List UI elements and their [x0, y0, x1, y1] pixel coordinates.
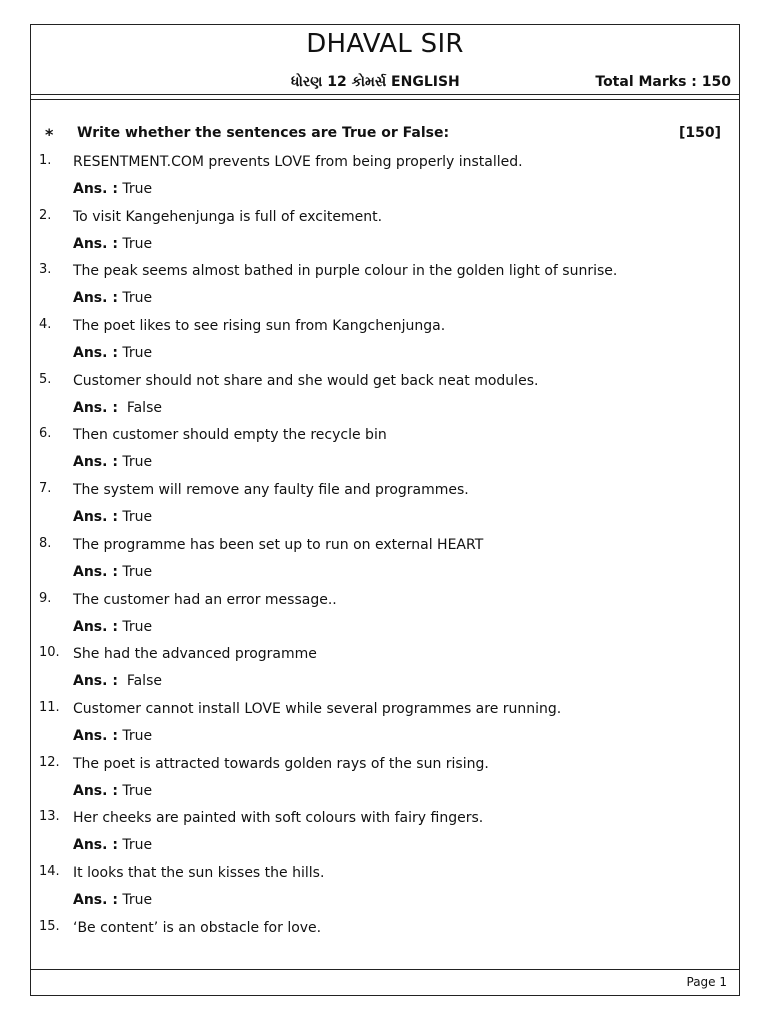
question-item — [31, 809, 739, 864]
question-number: 11. — [39, 699, 60, 715]
question-text: Her cheeks are painted with soft colours with fairy fingers. — [73, 810, 484, 827]
question-text: The peak seems almost bathed in purple colour in the golden light of sunrise. — [73, 263, 618, 280]
question-number: 4. — [39, 317, 52, 333]
answer-row — [73, 181, 152, 197]
answer-label: Ans. : — [73, 509, 118, 526]
answer-value: True — [117, 837, 153, 854]
question-list — [31, 153, 739, 973]
question-number: 1. — [39, 153, 52, 168]
answer-row — [73, 564, 152, 580]
instruction-text: Write whether the sentences are True or False: — [77, 125, 450, 141]
answer-value: True — [117, 618, 153, 635]
answer-value: True — [117, 235, 153, 252]
question-text: The programme has been set up to run on external HEART — [73, 536, 484, 553]
answer-row — [73, 290, 152, 306]
answer-row — [73, 619, 152, 635]
question-text: The system will remove any faulty file and programmes. — [73, 482, 469, 499]
question-number: 15. — [39, 918, 60, 934]
answer-label: Ans. : — [73, 727, 118, 744]
answer-label: Ans. : — [73, 837, 118, 854]
question-text: ‘Be content’ is an obstacle for love. — [73, 919, 322, 936]
question-item — [31, 208, 739, 263]
page-frame — [30, 24, 740, 996]
header-divider-top — [31, 94, 739, 95]
question-number: 5. — [39, 371, 52, 387]
instruction-bullet: * — [45, 125, 54, 144]
answer-row — [73, 454, 152, 470]
answer-label: Ans. : — [73, 290, 118, 307]
question-item — [31, 481, 739, 536]
question-text: Customer should not share and she would get back neat modules. — [73, 372, 539, 389]
question-item — [31, 262, 739, 317]
question-text: She had the advanced programme — [73, 646, 317, 663]
question-number: 10. — [39, 645, 60, 661]
question-number: 8. — [39, 535, 52, 551]
answer-row — [73, 236, 152, 252]
question-number: 13. — [39, 809, 60, 825]
answer-label: Ans. : — [73, 181, 118, 197]
answer-label: Ans. : — [73, 673, 118, 690]
question-item — [31, 591, 739, 646]
question-number: 12. — [39, 754, 60, 770]
question-number: 14. — [39, 863, 60, 879]
question-number: 3. — [39, 262, 52, 278]
question-text: Customer cannot install LOVE while several programmes are running. — [73, 700, 562, 717]
answer-value: False — [117, 399, 162, 416]
answer-label: Ans. : — [73, 235, 118, 252]
question-text: The customer had an error message.. — [73, 591, 337, 608]
answer-value: True — [117, 454, 153, 471]
answer-row — [73, 728, 152, 744]
question-item — [31, 426, 739, 481]
footer-divider — [31, 969, 739, 970]
answer-label: Ans. : — [73, 618, 118, 635]
answer-label: Ans. : — [73, 399, 118, 416]
question-number: 9. — [39, 590, 52, 606]
answer-row — [73, 345, 152, 361]
answer-row — [73, 892, 152, 908]
question-text: To visit Kangehenjunga is full of excitement. — [73, 208, 383, 225]
answer-label: Ans. : — [73, 345, 118, 362]
question-item — [31, 919, 739, 974]
total-marks: Total Marks : 150 — [595, 74, 731, 90]
page-title: DHAVAL SIR — [306, 29, 464, 59]
answer-row — [73, 509, 152, 525]
question-number: 7. — [39, 481, 52, 497]
answer-value: True — [117, 509, 153, 526]
question-item — [31, 755, 739, 810]
question-item — [31, 536, 739, 591]
answer-value: True — [117, 891, 153, 908]
answer-row — [73, 783, 152, 799]
answer-row — [73, 837, 152, 853]
question-number: 6. — [39, 426, 52, 442]
question-item — [31, 372, 739, 427]
answer-value: True — [117, 563, 153, 580]
answer-value: True — [117, 290, 153, 307]
question-item — [31, 864, 739, 919]
answer-label: Ans. : — [73, 563, 118, 580]
answer-value: True — [117, 782, 153, 799]
question-item — [31, 317, 739, 372]
question-text: The poet likes to see rising sun from Kangchenjunga. — [73, 318, 446, 335]
question-number: 2. — [39, 207, 52, 223]
answer-row — [73, 673, 162, 689]
answer-value: True — [117, 181, 153, 197]
answer-label: Ans. : — [73, 782, 118, 799]
answer-label: Ans. : — [73, 454, 118, 471]
question-text: RESENTMENT.COM prevents LOVE from being properly installed. — [73, 154, 523, 170]
answer-value: True — [117, 345, 153, 362]
answer-value: False — [117, 673, 162, 690]
question-item — [31, 153, 739, 208]
question-text: Then customer should empty the recycle bin — [73, 427, 387, 444]
page-number: Page 1 — [686, 975, 727, 989]
subject-subtitle: ધોરણ 12 કોમર્સ ENGLISH — [291, 74, 460, 90]
question-text: The poet is attracted towards golden rays of the sun rising. — [73, 755, 489, 772]
answer-row — [73, 400, 162, 416]
answer-label: Ans. : — [73, 891, 118, 908]
question-item — [31, 700, 739, 755]
question-item — [31, 645, 739, 700]
answer-value: True — [117, 727, 153, 744]
header-divider-bottom — [31, 99, 739, 100]
instruction-marks: [150] — [678, 125, 721, 141]
question-text: It looks that the sun kisses the hills. — [73, 864, 325, 881]
